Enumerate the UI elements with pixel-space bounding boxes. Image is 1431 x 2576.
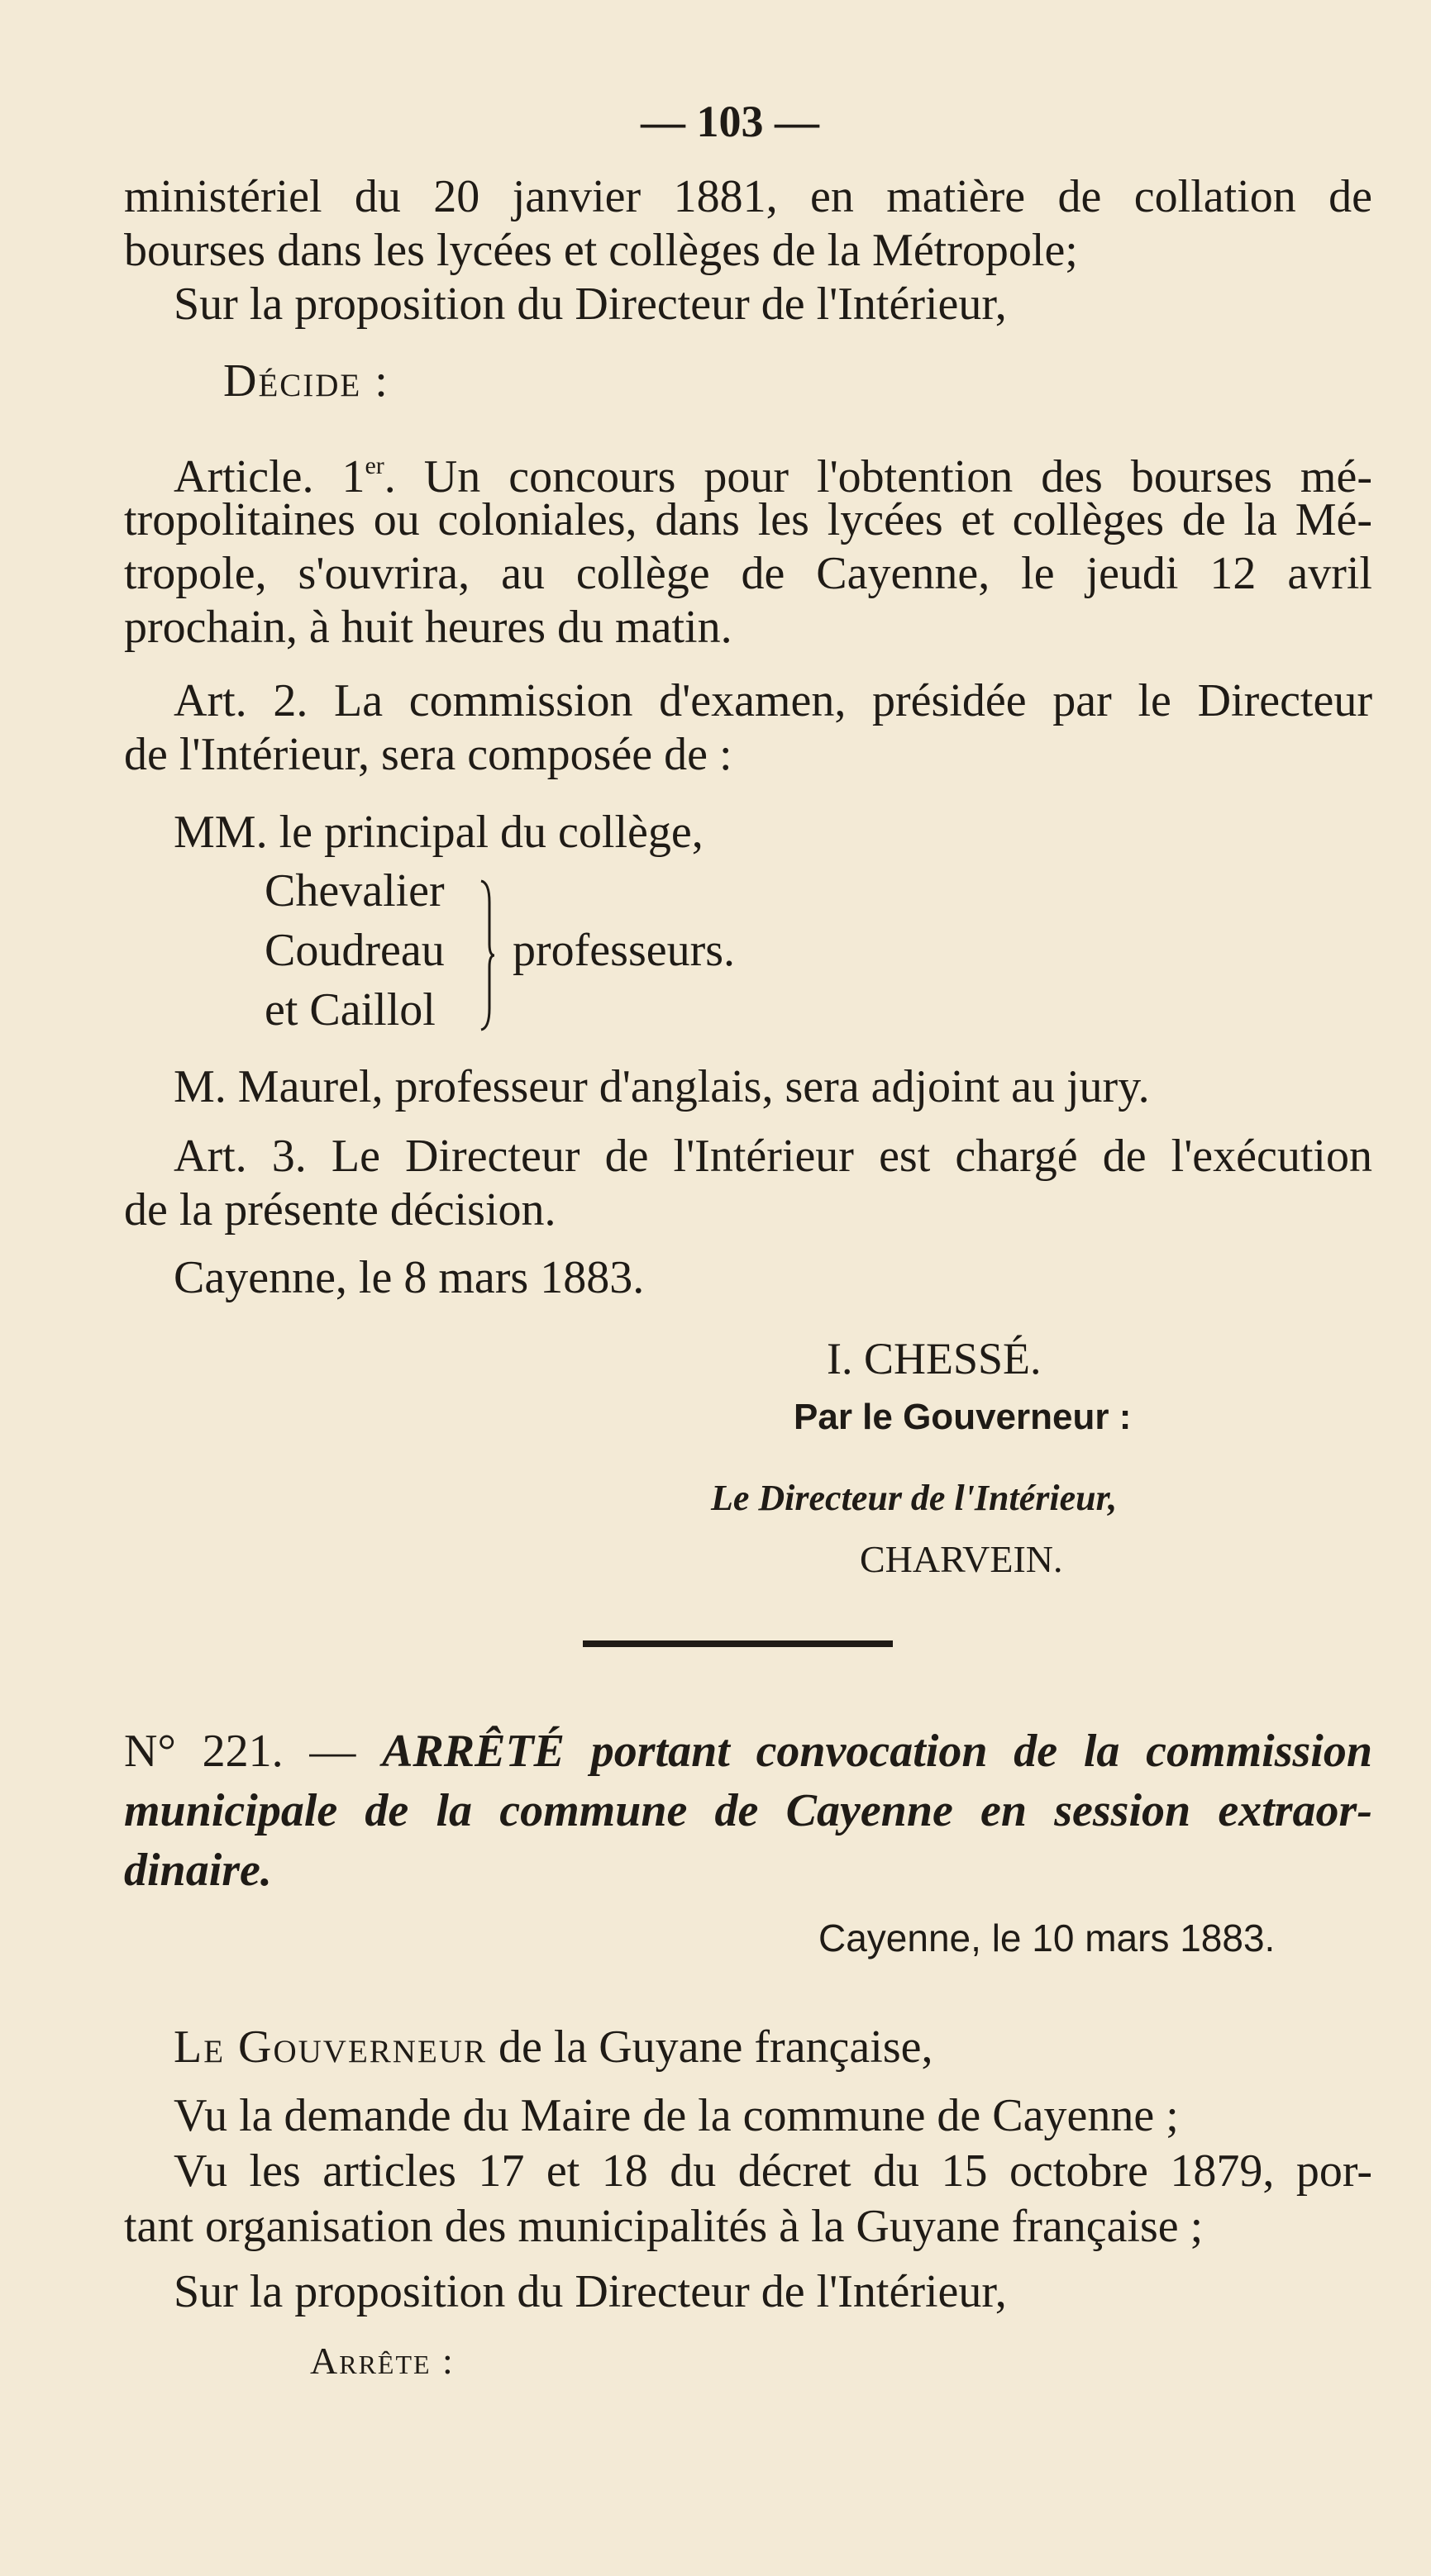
decree-date: Cayenne, le 10 mars 1883. bbox=[818, 1917, 1276, 1959]
text-line: Sur la proposition du Directeur de l'Intérieur, bbox=[174, 279, 1007, 330]
decree-heading: dinaire. bbox=[124, 1845, 272, 1896]
professors-label: professeurs. bbox=[513, 925, 736, 976]
signature-name: I. CHESSÉ. bbox=[827, 1334, 1042, 1383]
text-line: M. Maurel, professeur d'anglais, sera adjoint au jury. bbox=[174, 1061, 1150, 1112]
professor-name: et Caillol bbox=[265, 984, 436, 1036]
section-heading-decide: Décide : bbox=[223, 355, 389, 407]
text-line: prochain, à huit heures du matin. bbox=[124, 602, 732, 653]
text-line: Art. 3. Le Directeur de l'Intérieur est chargé de l'exécution bbox=[174, 1131, 1372, 1182]
text-line: tropole, s'ouvrira, au collège de Cayenne, le jeudi 12 avril bbox=[124, 548, 1372, 599]
text-line: tropolitaines ou coloniales, dans les lycées et collèges de la Mé- bbox=[124, 494, 1372, 545]
text-line: Sur la proposition du Directeur de l'Intérieur, bbox=[174, 2266, 1007, 2317]
text-line: bourses dans les lycées et collèges de la Métropole; bbox=[124, 225, 1078, 276]
text-line: tant organisation des municipalités à la Guyane française ; bbox=[124, 2201, 1204, 2252]
divider-rule bbox=[583, 1640, 893, 1647]
signature-title: Le Directeur de l'Intérieur, bbox=[711, 1478, 1118, 1518]
curly-brace-icon bbox=[478, 878, 496, 1033]
text-line: de l'Intérieur, sera composée de : bbox=[124, 729, 732, 780]
text-line: Le Gouverneur de la Guyane française, bbox=[174, 2021, 933, 2073]
signature-name: CHARVEIN. bbox=[860, 1538, 1063, 1580]
text-line: MM. le principal du collège, bbox=[174, 807, 704, 858]
text-line: ministériel du 20 janvier 1881, en matière de collation de bbox=[124, 171, 1372, 222]
text-line: Vu les articles 17 et 18 du décret du 15 octobre 1879, por- bbox=[174, 2145, 1372, 2197]
decree-heading: N° 221. — ARRÊTÉ portant convocation de la commission bbox=[124, 1726, 1372, 1777]
text-line: de la présente décision. bbox=[124, 1184, 556, 1236]
text-line: Vu la demande du Maire de la commune de Cayenne ; bbox=[174, 2090, 1179, 2141]
text-line: Article. 1er. Un concours pour l'obtention des bourses mé- bbox=[174, 451, 1372, 502]
section-heading-arrete: Arrête : bbox=[310, 2340, 455, 2382]
date-line: Cayenne, le 8 mars 1883. bbox=[174, 1252, 645, 1303]
decree-heading: municipale de la commune de Cayenne en session extraor- bbox=[124, 1785, 1372, 1836]
page-number: — 103 — bbox=[641, 97, 819, 146]
text-line: Art. 2. La commission d'examen, présidée par le Directeur bbox=[174, 675, 1372, 726]
professor-name: Coudreau bbox=[265, 925, 445, 976]
professor-name: Chevalier bbox=[265, 865, 445, 917]
signature-title: Par le Gouverneur : bbox=[794, 1397, 1132, 1437]
